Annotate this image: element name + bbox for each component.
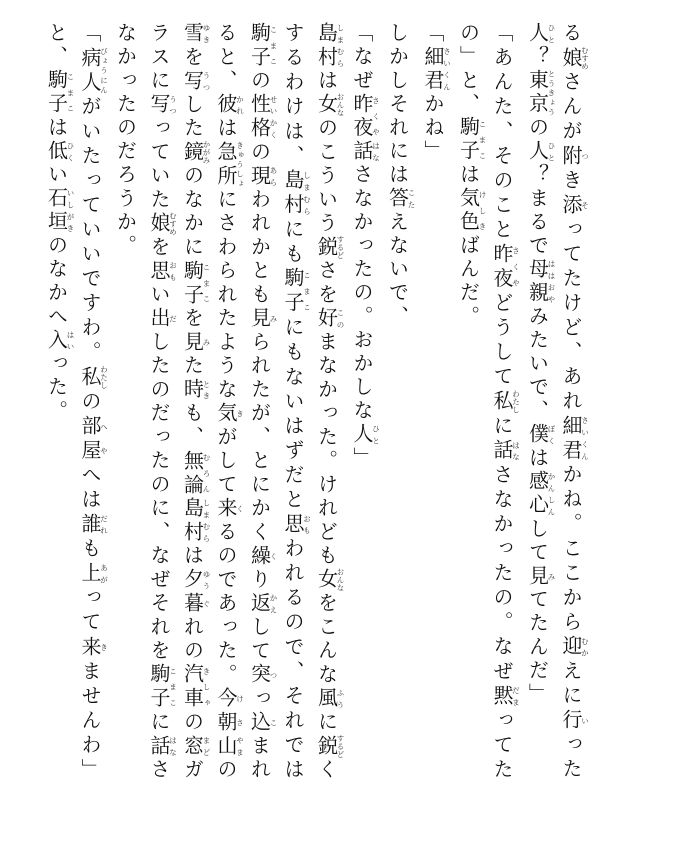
ruby-word: 込こ	[247, 710, 278, 735]
ruby-word: 窓まど	[180, 734, 211, 759]
furigana: つ	[580, 144, 590, 169]
ruby-word: 性格せいかく	[247, 93, 278, 141]
furigana: き	[99, 635, 109, 660]
ruby-word: 話はな	[147, 734, 178, 759]
vertical-text-body	[29, 22, 589, 782]
ruby-word: 誰だれ	[78, 512, 109, 538]
ruby-word: 母親ははおや	[525, 258, 556, 306]
ruby-word: 東京とうきょう	[525, 69, 556, 117]
ruby-word: 突つ	[247, 663, 278, 688]
ruby-word: 島村しまむら	[281, 169, 312, 219]
furigana: むろん	[202, 449, 211, 497]
ruby-word: 細君さいくん	[559, 414, 590, 464]
furigana: み	[547, 564, 556, 589]
ruby-word: 感心かんしん	[525, 470, 556, 518]
ruby-word: 石垣いしがき	[44, 187, 75, 235]
ruby-word: 繰く	[247, 544, 278, 569]
furigana: こた	[407, 187, 416, 211]
ruby-word: 話はな	[490, 439, 521, 464]
furigana: き	[235, 402, 245, 426]
ruby-word: 山やま	[214, 734, 245, 759]
furigana: ぼく	[547, 423, 556, 447]
furigana: しまむら	[336, 22, 345, 70]
ruby-word: 話はな	[350, 140, 381, 164]
furigana: おんな	[336, 568, 345, 593]
ruby-word: 駒子こまこ	[147, 663, 178, 711]
ruby-word: 写うつ	[180, 69, 211, 94]
furigana: く	[269, 544, 278, 569]
furigana: へや	[99, 414, 109, 463]
ruby-word: 黙だま	[490, 684, 521, 710]
furigana: こまこ	[269, 22, 278, 70]
ruby-word: 暮ぐ	[180, 592, 211, 616]
furigana: だれ	[99, 512, 109, 537]
furigana: わたし	[99, 365, 109, 390]
furigana: むすめ	[580, 46, 590, 71]
ruby-word: 今朝けさ	[214, 687, 245, 735]
ruby-word: 駒子こまこ	[456, 116, 487, 164]
furigana: むすめ	[168, 211, 178, 236]
paragraph-narration-no-answer: しかしそれには答こたえないで、	[385, 22, 416, 329]
furigana: ふう	[336, 687, 345, 711]
furigana: ひと	[547, 22, 556, 46]
furigana: こまこ	[168, 663, 178, 711]
furigana: はな	[511, 439, 521, 463]
furigana: み	[269, 307, 278, 331]
furigana: ぐ	[202, 592, 211, 616]
furigana: とき	[202, 378, 211, 402]
ruby-word: 駒子こまこ	[247, 22, 278, 70]
furigana: この	[336, 307, 345, 331]
ruby-word: 私わたし	[490, 390, 521, 414]
ruby-word: 風ふう	[314, 687, 345, 711]
furigana: びょうにん	[99, 46, 109, 95]
furigana: はな	[371, 140, 381, 164]
furigana: かんしん	[547, 470, 556, 518]
furigana: うつ	[168, 93, 178, 117]
ruby-word: 低ひく	[44, 140, 75, 164]
furigana: ゆき	[202, 22, 211, 46]
furigana: さくや	[371, 92, 381, 140]
furigana: さいくん	[442, 45, 452, 93]
ruby-word: 娘むすめ	[147, 211, 178, 236]
ruby-word: 入はい	[44, 328, 75, 353]
paragraph-dialogue-komako-question: 「あんた、そのこと昨夜さくやどうして私わたしに話はなさなかったの。なぜ黙だまってたの」と、駒子こまこは気色けしきばんだ。	[456, 22, 521, 782]
ruby-word: 思おも	[147, 259, 178, 284]
ruby-word: 鏡かがみ	[180, 140, 211, 165]
ruby-word: 好この	[314, 307, 345, 331]
ruby-word: 細君さいくん	[421, 45, 452, 93]
ruby-word: 駒子こまこ	[281, 267, 312, 317]
ruby-word: 雪ゆき	[180, 22, 211, 46]
furigana: ひと	[371, 423, 381, 447]
paragraph-dialogue-byounin: 「病人びょうにんがいたっていいですわ。私わたしの部屋へやへは誰だれも上あがって来きませんわ」と、駒子こまこは低ひくい石垣いしがきのなかへ入はいった。	[44, 22, 109, 782]
ruby-word: 気色けしき	[456, 187, 487, 235]
furigana: こまこ	[302, 267, 312, 316]
paragraph-dialogue-saikun: 「細君さいくんかね」	[421, 22, 452, 164]
ruby-word: 汽車きしゃ	[180, 663, 211, 711]
ruby-word: 気き	[214, 402, 245, 426]
ruby-word: 鋭するど	[314, 235, 345, 260]
ruby-word: 島村しまむら	[314, 22, 345, 70]
ruby-word: 人ひと	[525, 22, 556, 46]
ruby-word: 出だ	[147, 307, 178, 331]
furigana: おんな	[336, 93, 345, 118]
furigana: あら	[269, 164, 278, 189]
furigana: さいくん	[580, 414, 590, 463]
furigana: うつ	[202, 69, 211, 94]
furigana: しまむら	[302, 169, 312, 218]
ruby-word: 彼かれ	[214, 93, 245, 118]
furigana: せいかく	[269, 93, 278, 141]
furigana: けさ	[235, 687, 245, 735]
ruby-word: 上あが	[78, 562, 109, 587]
furigana: ははおや	[547, 258, 556, 306]
ruby-word: 時とき	[180, 378, 211, 403]
ruby-word: 女おんな	[314, 568, 345, 593]
ruby-word: 附つ	[559, 144, 590, 170]
furigana: わたし	[511, 390, 521, 414]
furigana: とうきょう	[547, 69, 556, 117]
furigana: おも	[168, 259, 178, 284]
ruby-word: 思おも	[281, 512, 312, 538]
paragraph-dialogue-okashina-hito: 「なぜ昨夜さくや話はなさなかったの。おかしな人ひと」	[350, 22, 381, 471]
ruby-word: 人ひと	[350, 423, 381, 447]
ruby-word: 写うつ	[147, 93, 178, 118]
ruby-word: 答こた	[385, 187, 416, 211]
ruby-word: 返かえ	[247, 592, 278, 616]
ruby-word: 見み	[180, 330, 211, 355]
furigana: はい	[66, 328, 75, 353]
furigana: さくや	[511, 242, 521, 292]
ruby-word: 無論むろん	[180, 449, 211, 498]
ruby-word: 部屋へや	[78, 414, 109, 464]
ruby-word: 迎むか	[559, 635, 590, 660]
furigana: こまこ	[478, 116, 487, 164]
ruby-word: 行い	[559, 708, 590, 734]
ruby-word: 昨夜さくや	[490, 242, 521, 292]
ruby-word: 昨夜さくや	[350, 92, 381, 141]
ruby-word: 見み	[525, 564, 556, 589]
ruby-word: 駒子こまこ	[44, 69, 75, 117]
furigana: つ	[269, 663, 278, 688]
furigana: けしき	[478, 187, 487, 235]
ruby-word: 来く	[214, 497, 245, 521]
ruby-word: 急所きゅうしょ	[214, 140, 245, 189]
furigana: やま	[235, 734, 245, 759]
furigana: するど	[336, 734, 345, 759]
ruby-word: 添そ	[559, 193, 590, 219]
furigana: だま	[511, 684, 521, 709]
furigana: かがみ	[202, 140, 211, 165]
furigana: こまこ	[202, 259, 211, 307]
furigana: しまむら	[202, 497, 211, 545]
furigana: こ	[269, 710, 278, 735]
furigana: あが	[99, 562, 109, 586]
furigana: いしがき	[66, 187, 75, 235]
furigana: かえ	[269, 592, 278, 616]
ruby-word: 来き	[78, 635, 109, 661]
furigana: まど	[202, 734, 211, 759]
furigana: おも	[302, 512, 312, 537]
ruby-word: 鋭するど	[314, 734, 345, 759]
furigana: ひく	[66, 140, 75, 164]
ruby-word: 現あら	[247, 164, 278, 189]
ruby-word: 人ひと	[525, 140, 556, 164]
ruby-word: 夕ゆう	[180, 568, 211, 593]
furigana: そ	[580, 193, 590, 218]
ruby-word: 僕ぼく	[525, 423, 556, 447]
furigana: はな	[168, 734, 178, 759]
furigana: きゅうしょ	[235, 140, 245, 189]
ruby-word: 見み	[247, 307, 278, 331]
furigana: く	[235, 497, 245, 521]
furigana: むか	[580, 635, 590, 659]
furigana: ひと	[547, 140, 556, 164]
furigana: するど	[336, 235, 345, 260]
furigana: い	[580, 708, 590, 733]
furigana: ゆう	[202, 568, 211, 592]
ruby-word: 女おんな	[314, 93, 345, 118]
furigana: こまこ	[66, 69, 75, 117]
ruby-word: 病人びょうにん	[78, 46, 109, 96]
paragraph-continuation: る娘むすめさんが附つき添そってたけど、あれ細君さいくんかね。ここから迎むかえに行いった人ひと？東京とうきょうの人ひと？まるで母親ははおやみたいで、僕ぼくは感心かんしんして見みてたんだ」	[525, 22, 590, 782]
furigana: かれ	[235, 93, 245, 117]
ruby-word: 駒子こまこ	[180, 259, 211, 308]
ruby-word: 私わたし	[78, 365, 109, 390]
furigana: だ	[168, 307, 178, 331]
ruby-word: 娘むすめ	[559, 46, 590, 71]
furigana: み	[202, 330, 211, 355]
paragraph-narration-shimamura: 島村しまむらは女おんなのこういう鋭するどさを好このまなかった。けれども女おんなをこんな風ふうに鋭するどくするわけは、島村しまむらにも駒子こまこにもないはずだと思おもわれるので、それでは駒子こまこの性格せいかくの現あらわれかとも見みられたが、とにかく繰くり返かえして突つっ込こまれると、彼かれは急所きゅうしょにさわられたような気きがして来くるのであった。今朝けさ山やまの雪ゆきを写うつした鏡かがみのなかに駒子こまこを見みた時ときも、無論むろん島村しまむらは夕ゆう暮ぐれの汽車きしゃの窓まどガラスに写うつっていた娘むすめを思おもい出だしたのだったのに、なぜそれを駒子こまこに話はなさなかったのだろうか。	[113, 22, 345, 783]
ruby-word: 島村しまむら	[180, 497, 211, 545]
furigana: きしゃ	[202, 663, 211, 711]
